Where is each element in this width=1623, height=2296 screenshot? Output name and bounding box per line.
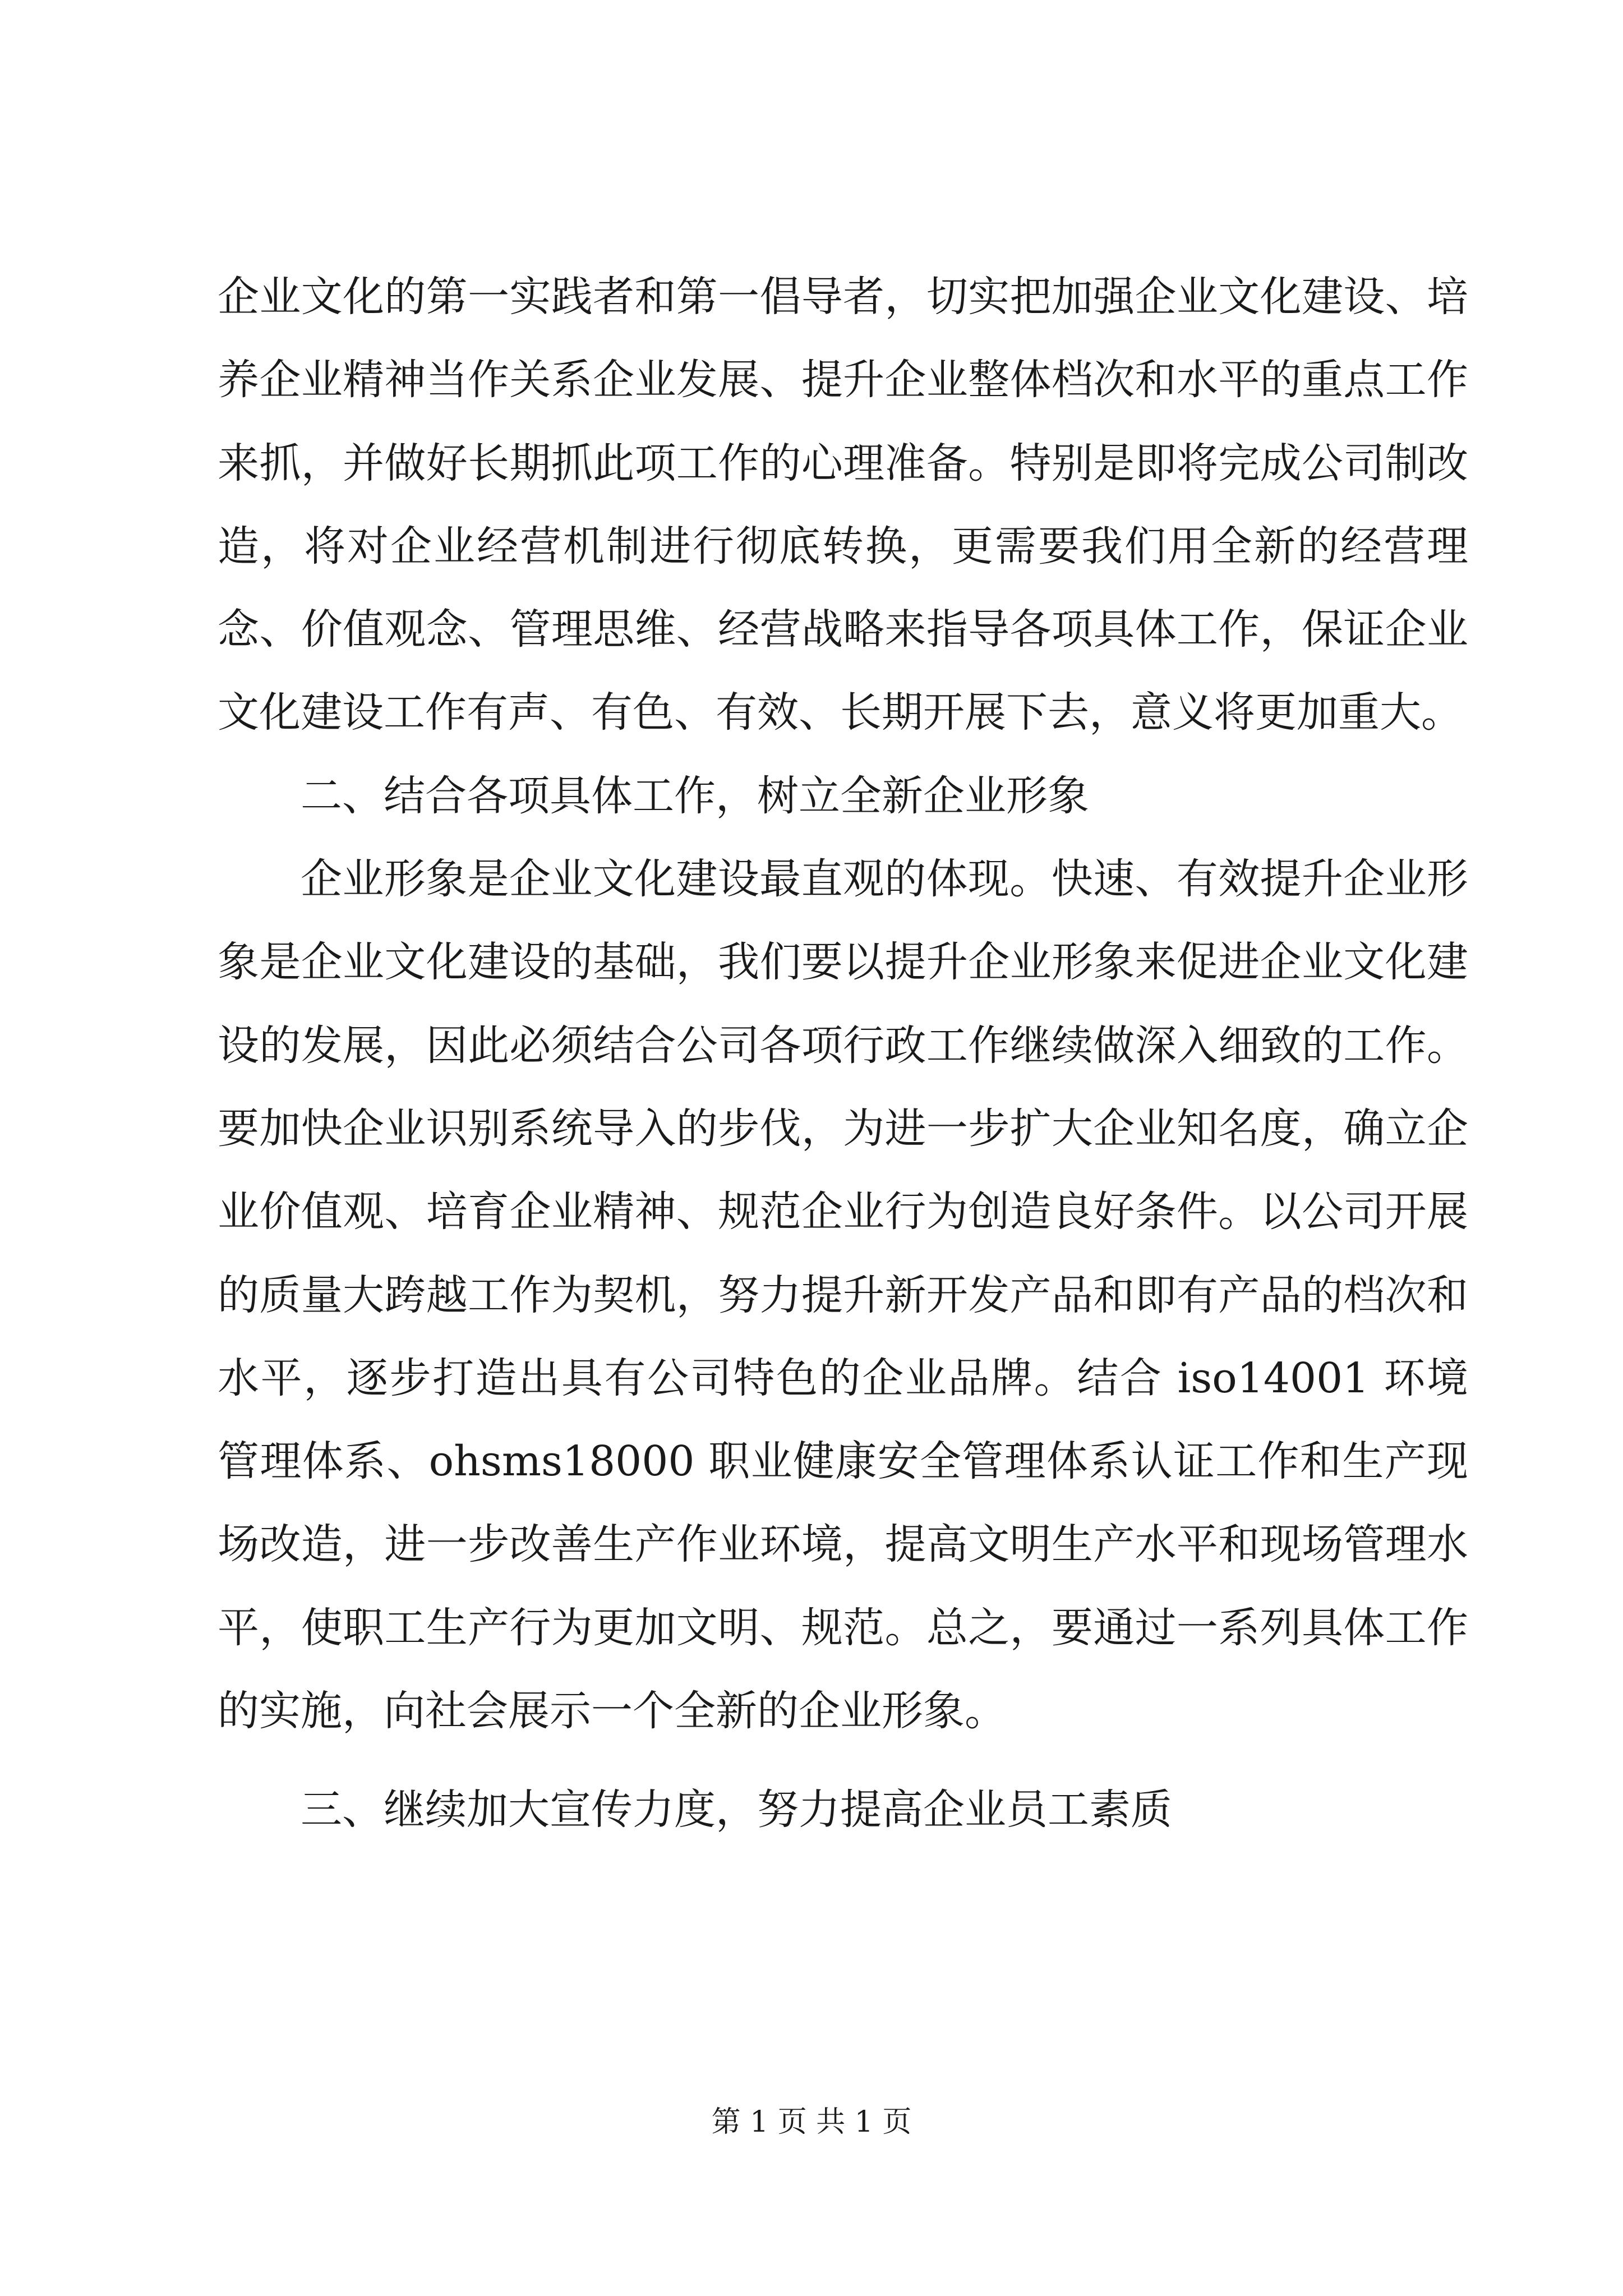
document-body	[218, 255, 1468, 1852]
page-number-label: 第 1 页 共 1 页	[711, 2105, 912, 2139]
section-heading-3: 三、继续加大宣传力度，努力提高企业员工素质	[301, 1786, 1172, 1834]
paragraph-continuation: 企业文化的第一实践者和第一倡导者，切实把加强企业文化建设、培养企业精神当作关系企业发展、提升企业整体档次和水平的重点工作来抓，并做好长期抓此项工作的心理准备。特别是即将完成公司制改造，将对企业经营机制进行彻底转换，更需要我们用全新的经营理念、价值观念、管理思维、经营战略来指导各项具体工作，保证企业文化建设工作有声、有色、有效、长期开展下去，意义将更加重大。	[218, 273, 1468, 737]
page-footer	[0, 2102, 1623, 2142]
paragraph-corporate-image: 企业形象是企业文化建设最直观的体现。快速、有效提升企业形象是企业文化建设的基础，我们要以提升企业形象来促进企业文化建设的发展，因此必须结合公司各项行政工作继续做深入细致的工作。要加快企业识别系统导入的步伐，为进一步扩大企业知名度，确立企业价值观、培育企业精神、规范企业行为创造良好条件。以公司开展的质量大跨越工作为契机，努力提升新开发产品和即有产品的档次和水平，逐步打造出具有公司特色的企业品牌。结合 iso14001 环境管理体系、ohsms18000 职业健康安全管理体系认证工作和生产现场改造，进一步改善生产作业环境，提高文明生产水平和现场管理水平，使职工生产行为更加文明、规范。总之，要通过一系列具体工作的实施，向社会展示一个全新的企业形象。	[218, 855, 1468, 1736]
section-heading-2: 二、结合各项具体工作，树立全新企业形象	[301, 771, 1089, 820]
